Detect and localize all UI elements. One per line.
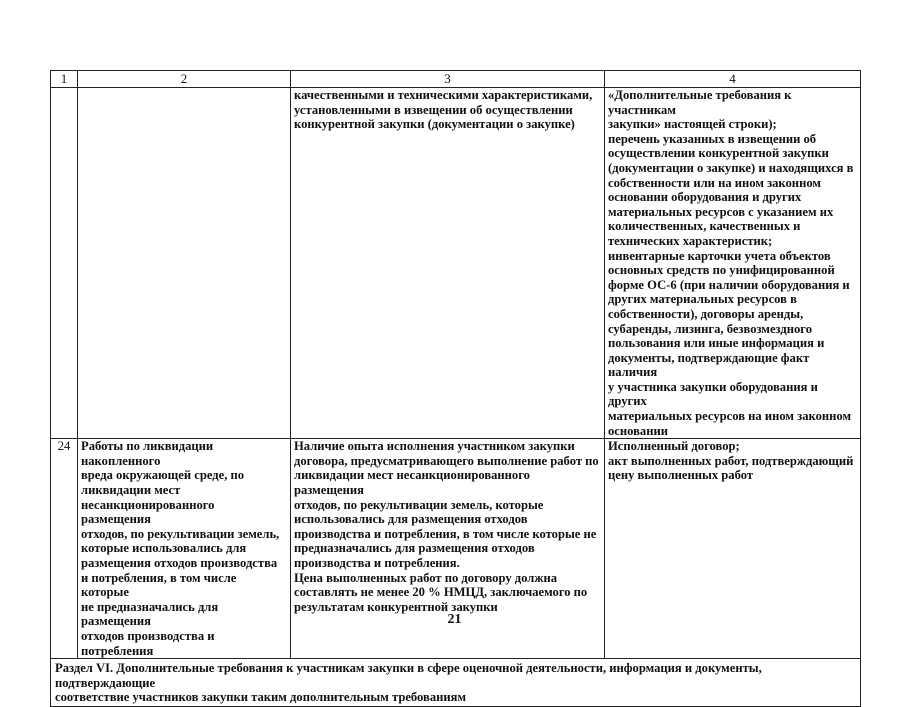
header-col-2: 2 xyxy=(78,71,291,88)
requirement-cell: Наличие опыта исполнения участником закупки договора, предусматривающего выполнение работ по ликвидации мест несанкционированного размещения отходов, по рекультивации земель, которые использовались для размещения отходов производства и потребления, в том числе которые не предназначались для размещения отходов производства и потребления. Цена выполненных работ по договору должна составлять не менее 20 % НМЦД, заключаемого по результатам конкурентной закупки xyxy=(291,439,605,659)
table-row xyxy=(51,88,861,439)
header-col-1: 1 xyxy=(51,71,78,88)
documents-cell: Исполненный договор; акт выполненных работ, подтверждающий цену выполненных работ xyxy=(605,439,861,659)
requirement-cell: качественными и техническими характеристиками, установленными в извещении об осуществлении конкурентной закупки (документации о закупке) xyxy=(291,88,605,439)
page-number: 21 xyxy=(447,612,462,627)
table-header-row xyxy=(51,71,861,88)
section-row xyxy=(51,659,861,707)
header-col-4: 4 xyxy=(605,71,861,88)
row-number xyxy=(51,88,78,439)
section-heading: Раздел VI. Дополнительные требования к участникам закупки в сфере оценочной деятельности, информация и документы, подтверждающие соответствие участников закупки таким дополнительным требованиям xyxy=(51,659,861,707)
work-type-cell: Работы по ликвидации накопленного вреда окружающей среде, по ликвидации мест несанкционированного размещения отходов, по рекультивации земель, которые использовались для размещения отходов производства и потребления, в том числе которые не предназначались для размещения отходов производства и потребления xyxy=(78,439,291,659)
header-col-3: 3 xyxy=(291,71,605,88)
row-number: 24 xyxy=(51,439,78,659)
work-type-cell xyxy=(78,88,291,439)
documents-cell: «Дополнительные требования к участникам закупки» настоящей строки); перечень указанных в извещении об осуществлении конкурентной закупки (документации о закупке) и находящихся в собственности или на ином законном основании оборудования и других материальных ресурсов с указанием их количественных, качественных и технических характеристик; инвентарные карточки учета объектов основных средств по унифицированной форме ОС-6 (при наличии оборудования и других материальных ресурсов в собственности), договоры аренды, субаренды, лизинга, безвозмездного пользования или иные информация и документы, подтверждающие факт наличия у участника закупки оборудования и других материальных ресурсов на ином законном основании xyxy=(605,88,861,439)
